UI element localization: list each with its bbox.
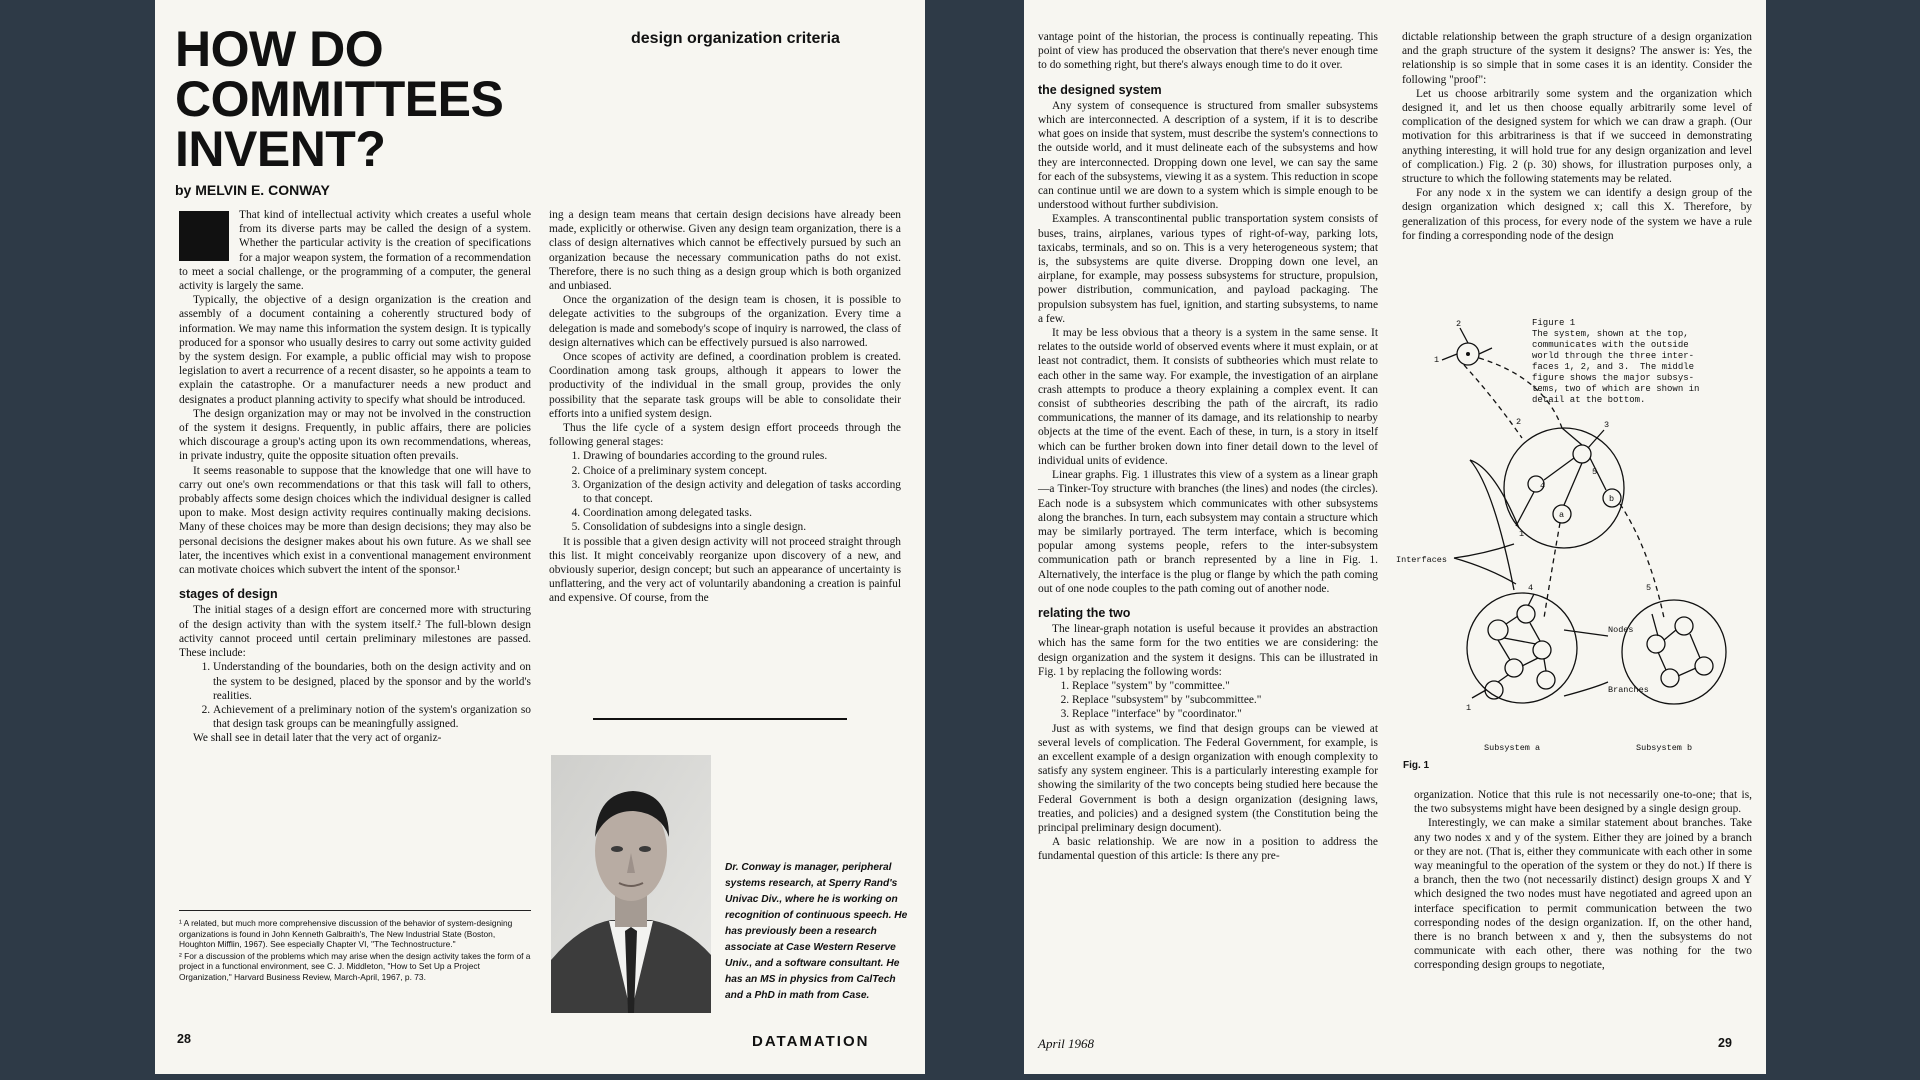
node-label: 4 bbox=[1540, 481, 1546, 491]
branches-label: Branches bbox=[1608, 685, 1649, 695]
nodes-label: Nodes bbox=[1608, 625, 1634, 635]
figure-1-diagram bbox=[1394, 318, 1766, 780]
lifecycle-list bbox=[549, 449, 901, 534]
paragraph: Once the organization of the design team is chosen, it is possible to delegate activities to the subgroups of the organization. Every time a delegation is made and somebody's scope of inquiry is narrowed, the class of design alternatives which can be effectively pursued is also narrowed. bbox=[549, 294, 901, 349]
node-label: 5 bbox=[1646, 583, 1652, 593]
node-label: b bbox=[1609, 494, 1615, 504]
masthead: DATAMATION bbox=[752, 1033, 870, 1050]
footnote: ² For a discussion of the problems which may arise when the design activity takes the form of a project in a functional environment, see C. J. Middleton, "How to Set Up a Project Organization," Harvard Business Review, March-April, 1967, p. 73. bbox=[179, 950, 531, 982]
list-item: 5. Consolidation of subdesigns into a single design. bbox=[583, 520, 901, 534]
page-number: 28 bbox=[177, 1032, 191, 1046]
list-item: 1. Drawing of boundaries according to the ground rules. bbox=[583, 449, 901, 463]
paragraph: Let us choose arbitrarily some system and the organization which designed it, and let us then choose equally arbitrarily some level of complication of the designed system for which we can draw a graph. (Our motivation for this arbitrariness is that if we succeed in demonstrating anything interesting, it will hold true for any design organization and level of complication.) Fig. 2 (p. 30) shows, for illustration purposes only, a structure to which the following statements may be related. bbox=[1402, 87, 1752, 186]
paragraph: Examples. A transcontinental public transportation system consists of buses, trains, airplanes, various types of right-of-way, parking lots, taxicabs, terminals, and so on. This is a very heterogeneous system; that is, the subsystems are quite diverse. Dropping down one level, an airplane, for example, may possess subsystems for structure, propulsion, power distribution, communication, and payload packaging. The propulsion subsystem has fuel, ignition, and starting subsystems, to name a few. bbox=[1038, 213, 1378, 325]
drop-cap bbox=[179, 211, 229, 261]
subsystem-b-label: Subsystem b bbox=[1636, 743, 1693, 753]
left-column-1 bbox=[179, 208, 531, 746]
list-item: 2. Replace "subsystem" by "subcommittee." bbox=[1072, 693, 1378, 707]
node-label: 2 bbox=[1516, 417, 1522, 427]
stages-list bbox=[179, 660, 531, 731]
paragraph: Once scopes of activity are defined, a coordination problem is created. Coordination among task groups, although it appears to lower the productivity of the individual in the small group, provides the only possibility that the separate task groups will be able to consolidate their efforts into a unified system design. bbox=[549, 351, 901, 420]
list-item: 1. Understanding of the boundaries, both on the design activity and on the system to be designed, placed by the sponsor and by the world's realities. bbox=[213, 660, 531, 703]
paragraph: ing a design team means that certain design decisions have already been made, explicitly or otherwise. Given any design team organization, there is a class of design alternatives which cannot be effectively pursued by such an organization because the necessary communication paths do not exist. Therefore, there is no such thing as a design group which is both organized and unbiased. bbox=[549, 209, 901, 293]
footnote-rule bbox=[179, 910, 531, 911]
section-heading-stages: stages of design bbox=[179, 587, 278, 602]
node-label: a bbox=[1559, 510, 1565, 520]
paragraph: dictable relationship between the graph structure of a design organization and the graph structure of the system it designs? The answer is: Yes, the relationship is so simple that in some cases it is an identity. Consider the following "proof": bbox=[1402, 31, 1752, 86]
section-heading-designed-system: the designed system bbox=[1038, 82, 1162, 97]
column-rule bbox=[593, 718, 847, 720]
left-page bbox=[155, 0, 925, 1074]
figure-caption: Figure 1 The system, shown at the top, communicates with the outside world through the three inter- faces 1, 2, and 3. The middle figure shows the major subsys- tems, two of which are shown in detail at the bottom. bbox=[1532, 318, 1700, 405]
section-heading-relating: relating the two bbox=[1038, 605, 1131, 620]
node-label: 1 bbox=[1434, 355, 1440, 365]
author-photo bbox=[551, 755, 711, 1013]
list-item: 2. Choice of a preliminary system concept. bbox=[583, 464, 901, 478]
list-item: 2. Achievement of a preliminary notion of the system's organization so that design task groups can be meaningfully assigned. bbox=[213, 703, 531, 731]
right-column-2 bbox=[1402, 30, 1752, 243]
paragraph: We shall see in detail later that the very act of organiz- bbox=[193, 732, 442, 745]
node-label: 4 bbox=[1528, 583, 1534, 593]
paragraph: It seems reasonable to suppose that the knowledge that one will have to carry out one's own recommendations or that this task will fall to others, probably affects some design choices which the individual designer is called upon to make. Most design activity requires continually making decisions. Many of these choices may be more than design decisions; they may also be personal decisions the designer makes about his own future. As we shall see later, the incentives which exist in a conventional management environment can motivate choices which subvert the intent of the sponsor.¹ bbox=[179, 464, 531, 577]
paragraph: A basic relationship. We are now in a position to address the fundamental question of this article: Is there any pre- bbox=[1038, 836, 1378, 863]
paragraph: vantage point of the historian, the process is continually repeating. This point of view has produced the observation that there's never enough time to do something right, but there's always enough time to do it over. bbox=[1038, 31, 1378, 72]
paragraph: Typically, the objective of a design organization is the creation and assembly of a document containing a coherently structured body of information. We may name this information the system design. It is typically produced for a sponsor who usually desires to carry out some activity guided by the system design. For example, a public official may wish to propose legislation to avert a recurrence of a recent disaster, so he appoints a team to explain the catastrophe. Or a manufacturer needs a new product and designates a product planning activity to specify what should be introduced. bbox=[179, 294, 531, 406]
byline: by MELVIN E. CONWAY bbox=[175, 182, 330, 198]
list-item: 3. Replace "interface" by "coordinator." bbox=[1072, 707, 1378, 721]
footnotes bbox=[179, 918, 531, 984]
subsystem-a-label: Subsystem a bbox=[1484, 743, 1541, 753]
paragraph: Linear graphs. Fig. 1 illustrates this view of a system as a linear graph—a Tinker-Toy structure with branches (the lines) and nodes (the circles). Each node is a subsystem which communicates with other subsystems along the branches. In turn, each subsystem may contain a structure which may be similarly portrayed. The term interface, which is becoming popular among systems people, refers to the inter-subsystem communication path or branch represented by a line in Fig. 1. Alternatively, the interface is the plug or flange by which the path coming out of one node couples to the path coming out of another node. bbox=[1038, 469, 1378, 595]
right-column-1 bbox=[1038, 30, 1378, 864]
paragraph: organization. Notice that this rule is not necessarily one-to-one; that is, the two subsystems might have been designed by a single design group. bbox=[1414, 789, 1752, 816]
paragraph: Thus the life cycle of a system design effort proceeds through the following general stages: bbox=[549, 422, 901, 449]
node-label: 5 bbox=[1592, 467, 1598, 477]
paragraph: For any node x in the system we can identify a design group of the design organization which designed x; call this X. Therefore, by generalization of this process, for every node of the system we have a rule for finding a corresponding node of the design bbox=[1402, 187, 1752, 242]
node-label: 3 bbox=[1604, 420, 1610, 430]
paragraph: It may be less obvious that a theory is a system in the same sense. It relates to the outside world of observed events where it must explain, or at least not contradict, them. It consists of subtheories which must relate to each other in the same way. For example, the investigation of an airplane crash attempts to produce a theory explaining a complex event. It can consist of subtheories describing the path of the aircraft, its radio communications, the manner of its damage, and its relationship to nearby objects at the time of the event. Each of these, in turn, is a story in itself which can be further broken down into finer detail down to the level of individual units of evidence. bbox=[1038, 327, 1378, 467]
node-label: 1 bbox=[1466, 703, 1472, 713]
node-label: 1 bbox=[1519, 529, 1525, 539]
paragraph: Interestingly, we can make a similar statement about branches. Take any two nodes x and y of the system. Either they are joined by a branch or they are not. (That is, either they communicate with each other in some way meaningful to the operation of the system or they do not.) If there is a branch, then the two (not necessarily distinct) design groups X and Y which designed the two nodes must have negotiated and agreed upon an interface specification to permit communication between the two corresponding nodes of the design organization. If, on the other hand, there is no branch between x and y, then the subsystems do not communicate with each other, there was nothing for the two corresponding design groups to negotiate, bbox=[1414, 817, 1752, 972]
left-column-2 bbox=[549, 208, 901, 606]
right-column-2-continued bbox=[1414, 788, 1752, 973]
section-kicker: design organization criteria bbox=[631, 30, 840, 47]
article-title: HOW DO COMMITTEES INVENT? bbox=[175, 21, 504, 177]
page-number: 29 bbox=[1718, 1036, 1732, 1050]
paragraph: The linear-graph notation is useful because it provides an abstraction which has the same form for the two entities we are considering: the design organization and the system it designs. This can be illustrated in Fig. 1 by replacing the following words: bbox=[1038, 623, 1378, 678]
paragraph: It is possible that a given design activity will not proceed straight through this list. It might conceivably reorganize upon discovery of a new, and obviously superior, design concept; but such an appearance of uncertainty is unflattering, and the very act of voluntarily abandoning a creation is painful and expensive. Of course, from the bbox=[549, 535, 901, 605]
paragraph: Just as with systems, we find that design groups can be viewed at several levels of complication. The Federal Government, for example, is an excellent example of a design organization with enough complexity to satisfy any system engineer. This is a particularly interesting example for showing the similarity of the two concepts being studied here because the Federal Government is both a design organization (designing laws, treaties, and policies) and a designed system (the Constitution being the principal preliminary design document). bbox=[1038, 722, 1378, 834]
list-item: 1. Replace "system" by "committee." bbox=[1072, 679, 1378, 693]
node-label: 2 bbox=[1456, 319, 1462, 329]
list-item: 4. Coordination among delegated tasks. bbox=[583, 506, 901, 520]
paragraph: Any system of consequence is structured from smaller subsystems which are interconnected. A description of a system, if it is to describe what goes on inside that system, must describe the system's connections to the outside world, and it must delineate each of the subsystems and how they are interconnected. Dropping down one level, we can say the same for each of the subsystems, viewing it as a system. This reduction in scope can continue until we are down to a system which is simple enough to be understood without further subdivision. bbox=[1038, 99, 1378, 212]
footer-date: April 1968 bbox=[1038, 1036, 1094, 1051]
figure-label: Fig. 1 bbox=[1403, 760, 1430, 771]
author-bio-caption: Dr. Conway is manager, peripheral systems research, at Sperry Rand's Univac Div., where he is working on recognition of continuous speech. He has previously been a research associate at Case Western Reserve Univ., and a software consultant. He has an MS in physics from CalTech and a PhD in math from Case. bbox=[725, 862, 908, 1001]
paragraph: That kind of intellectual activity which creates a useful whole from its diverse parts may be called the design of a system. Whether the particular activity is the creation of specifications for a major weapon system, the formation of a recommendation to meet a social challenge, or the programming of a computer, the general activity is largely the same. bbox=[179, 209, 531, 293]
list-item: 3. Organization of the design activity and delegation of tasks according to that concept. bbox=[583, 478, 901, 506]
footnote: ¹ A related, but much more comprehensive discussion of the behavior of system-designing organizations is found in John Kenneth Galbraith's, The New Industrial State (Boston, Houghton Mifflin, 1967). See especially Chapter VI, "The Technostructure." bbox=[179, 918, 513, 950]
replace-list bbox=[1038, 679, 1378, 722]
right-page bbox=[1024, 0, 1766, 1074]
paragraph: The initial stages of a design effort are concerned more with structuring of the design activity than with the system itself.² The full-blown design activity cannot proceed until certain preliminary milestones are passed. These include: bbox=[179, 604, 531, 660]
interfaces-label: Interfaces bbox=[1396, 555, 1448, 565]
paragraph: The design organization may or may not be involved in the construction of the system it designs. Frequently, in public affairs, there are policies which discourage a group's acting upon its own recommendations, whereas, in private industry, quite the opposite situation often prevails. bbox=[179, 407, 531, 463]
